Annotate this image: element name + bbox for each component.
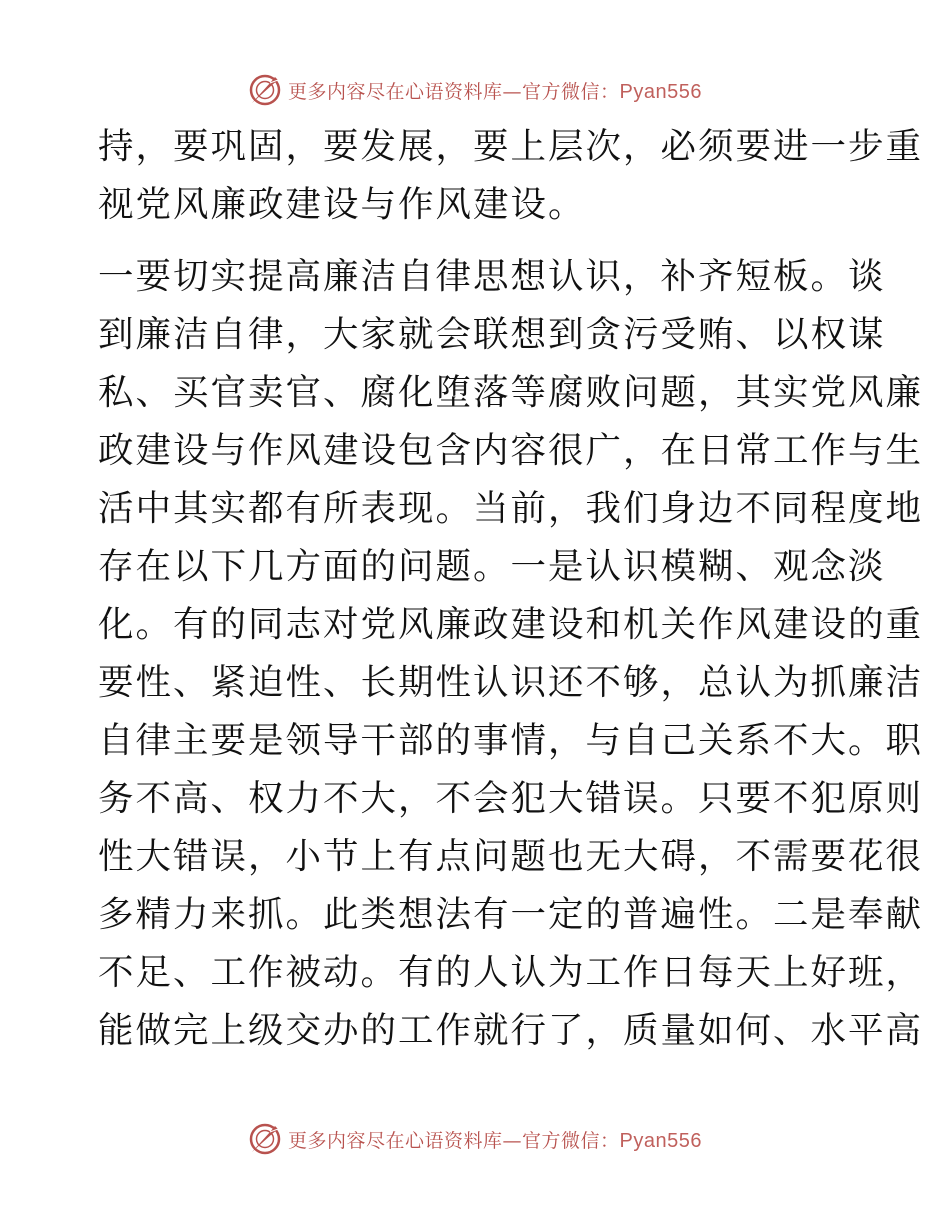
paragraph-1 (98, 118, 924, 234)
text-line: 性大错误，小节上有点问题也无大碍，不需要花很 (98, 836, 924, 877)
header-watermark (0, 70, 950, 110)
text-line: 政建设与作风建设包含内容很广，在日常工作与生 (98, 430, 924, 471)
quill-logo-icon (248, 1122, 282, 1156)
paragraph-2 (98, 248, 924, 1060)
text-line: 私、买官卖官、腐化堕落等腐败问题，其实党风廉 (98, 372, 924, 413)
document-body (98, 118, 924, 1060)
text-line: 多精力来抓。此类想法有一定的普遍性。二是奉献 (98, 894, 924, 935)
watermark-handle: Pyan556 (619, 1129, 702, 1152)
text-line: 不足、工作被动。有的人认为工作日每天上好班， (98, 952, 924, 993)
text-line: 自律主要是领导干部的事情，与自己关系不大。职 (98, 720, 924, 761)
text-line: 活中其实都有所表现。当前，我们身边不同程度地 (98, 488, 924, 529)
quill-logo-icon (248, 73, 282, 107)
watermark-text (288, 77, 702, 104)
watermark-handle: Pyan556 (619, 80, 702, 103)
footer-watermark (0, 1119, 950, 1159)
text-line: 持，要巩固，要发展，要上层次，必须要进一步重 (98, 126, 924, 167)
watermark-label: 更多内容尽在心语资料库—官方微信： (288, 80, 620, 103)
text-line: 化。有的同志对党风廉政建设和机关作风建设的重 (98, 604, 924, 645)
text-line: 视党风廉政建设与作风建设。 (98, 184, 586, 225)
text-line: 务不高、权力不大，不会犯大错误。只要不犯原则 (98, 778, 924, 819)
text-line: 一要切实提高廉洁自律思想认识，补齐短板。谈 (98, 256, 886, 297)
text-line: 能做完上级交办的工作就行了，质量如何、水平高 (98, 1010, 924, 1051)
text-line: 要性、紧迫性、长期性认识还不够，总认为抓廉洁 (98, 662, 924, 703)
text-line: 到廉洁自律，大家就会联想到贪污受贿、以权谋 (98, 314, 886, 355)
watermark-text (288, 1126, 702, 1153)
text-line: 存在以下几方面的问题。一是认识模糊、观念淡 (98, 546, 886, 587)
watermark-label: 更多内容尽在心语资料库—官方微信： (288, 1129, 620, 1152)
